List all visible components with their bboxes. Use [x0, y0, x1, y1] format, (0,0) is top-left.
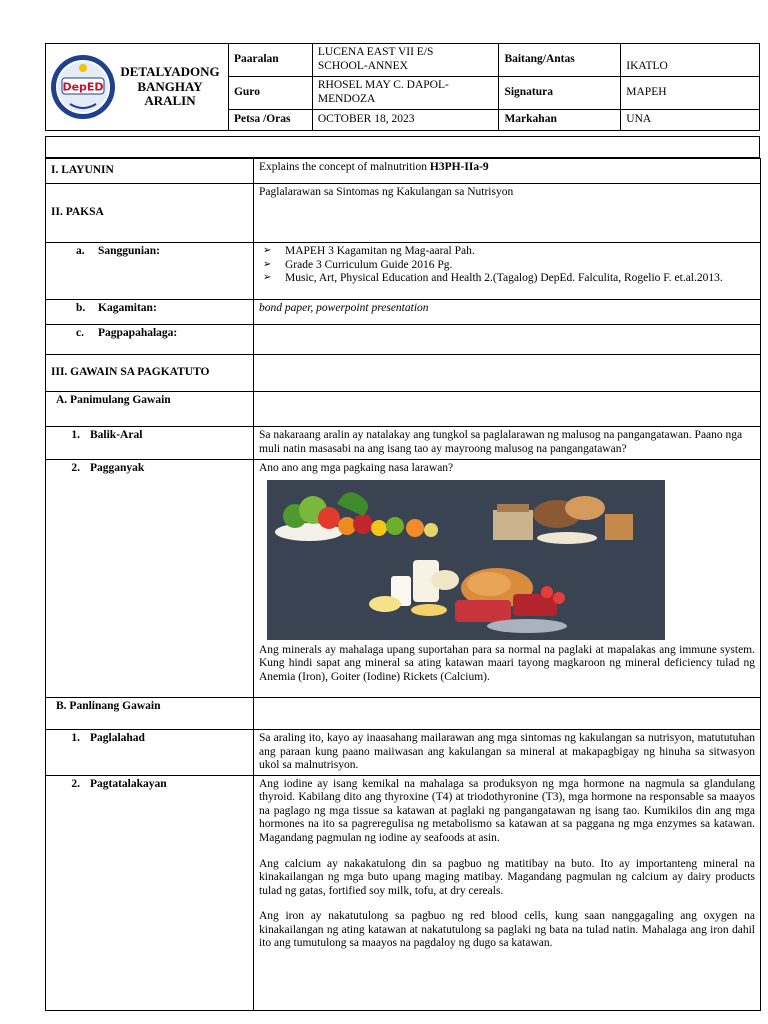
pagtatalakayan-cell — [254, 775, 761, 1010]
reference-item: ➢ Grade 3 Curriculum Guide 2016 Pg. — [263, 258, 453, 271]
pagpapahalaga-label: c. Pagpapahalaga: — [46, 325, 254, 355]
paragraph-calcium: Ang calcium ay nakakatulong din sa pagbuo ng matitibay na buto. Ito ay importanteng mineral na kinakailangan ng mga buto upang maging matibay. Magandang pagmulan ng calcium ay dairy products tulad ng gatas, fortified soy milk, tofu, at dry cereals. — [259, 857, 755, 897]
arrowhead-bullet-icon: ➢ — [263, 258, 272, 270]
balik-aral-text: Sa nakaraang aralin ay natalakay ang tungkol sa paglalarawan ng malusog na pangangatawan. Paano nga muli natin masasabi na ang isang tao ay mayroong malusog na pangangatawan? — [254, 427, 761, 460]
paragraph-iron: Ang iron ay nakatutulong sa pagbuo ng red blood cells, kung saan nanggagaling ang oxygen na kinakailangan ng ating katawan at nakatutulong sa paglaki ng bata na tulad natin. Mahalaga ang iron dahil ito ang tumutulong sa maayos na pagdaloy ng dugo sa katawan. — [259, 910, 755, 950]
pagganyak-label: 2. Pagganyak — [46, 460, 254, 698]
pagganyak-question: Ano ano ang mga pagkaing nasa larawan? — [259, 462, 454, 474]
baitang-label: Baitang/Antas — [499, 44, 621, 77]
panimulang-empty — [254, 392, 761, 427]
kagamitan-label: b. Kagamitan: — [46, 300, 254, 325]
food-illustration — [267, 480, 665, 640]
gawain-empty — [254, 355, 761, 392]
spacer-row — [45, 136, 760, 158]
markahan-label: Markahan — [499, 110, 621, 131]
deped-seal-icon — [50, 54, 116, 120]
balik-aral-label: 1. Balik-Aral — [46, 427, 254, 460]
document-title: DETALYADONG BANGHAY ARALIN — [120, 63, 220, 109]
title-cell — [46, 44, 229, 131]
sanggunian-label: a. Sanggunian: — [46, 243, 254, 300]
pagpapahalaga-text — [254, 325, 761, 355]
guro-label: Guro — [228, 77, 312, 110]
sanggunian-list — [254, 243, 761, 300]
petsa-value: OCTOBER 18, 2023 — [312, 110, 499, 131]
paglalahad-text: Sa araling ito, kayo ay inaasahang mailarawan ang mga sintomas ng kakulangan sa nutrisyon, matututuhan ang paraan kung paano maiiwasan ang kakulangan sa mineral at makapagbigay ng hinuha sa sitwasyon ukol sa malnutrisyon. — [254, 730, 761, 776]
markahan-value: UNA — [621, 110, 760, 131]
layunin-text: Explains the concept of malnutrition H3PH-IIa-9 — [254, 159, 761, 184]
arrowhead-bullet-icon: ➢ — [263, 245, 272, 256]
petsa-label: Petsa /Oras — [228, 110, 312, 131]
pagganyak-text: Ang minerals ay mahalaga upang suportahan para sa normal na paglaki at mapalakas ang immune system. Kung hindi sapat ang mineral sa ating katawan maari tayong magkaroon ng mineral deficiency tulad ng Anemia (Iron), Goiter (Iodine) Rickets (Calcium). — [259, 643, 755, 683]
layunin-label: I. LAYUNIN — [46, 159, 254, 184]
guro-value: RHOSEL MAY C. DAPOL- MENDOZA — [312, 77, 499, 110]
paksa-label: II. PAKSA — [46, 184, 254, 243]
reference-item: ➢ Music, Art, Physical Education and Health 2.(Tagalog) DepEd. Falculita, Rogelio F. et.al.2013. — [263, 272, 723, 285]
paragraph-iodine: Ang iodine ay isang kemikal na mahalaga sa produksyon ng mga hormone na nagmula sa glandulang thyroid. Kabilang dito ang thyroxine (T4) at triodothyronine (T3), mga hormone na responsable sa maayos na paglago ng mga tissue sa katawan at paglaki ng pangangatawan ng isang tao. Kumikilos din ang mga hormones na ito sa pagreregulisa ng metabolismo sa katawan at sa paggana ng mga enzymes sa katawan. Magandang pagmulan ng iodine ay seafoods at asin. — [259, 777, 755, 844]
baitang-value: IKATLO — [621, 44, 760, 77]
paksa-text: Paglalarawan sa Sintomas ng Kakulangan sa Nutrisyon — [254, 184, 761, 243]
arrowhead-bullet-icon: ➢ — [263, 272, 272, 284]
panimulang-label: A. Panimulang Gawain — [46, 392, 254, 427]
paaralan-value: LUCENA EAST VII E/S SCHOOL-ANNEX — [312, 44, 499, 77]
signatura-label: Signatura — [499, 77, 621, 110]
header-table — [45, 43, 760, 131]
reference-item: ➢ MAPEH 3 Kagamitan ng Mag-aaral Pah. — [263, 245, 475, 257]
food-groups-image — [267, 480, 665, 640]
signatura-value: MAPEH — [621, 77, 760, 110]
logo-text: DepED — [62, 80, 104, 94]
panlinang-label: B. Panlinang Gawain — [46, 698, 254, 730]
pagganyak-cell — [254, 460, 761, 698]
paglalahad-label: 1. Paglalahad — [46, 730, 254, 776]
paaralan-label: Paaralan — [228, 44, 312, 77]
gawain-label: III. GAWAIN SA PAGKATUTO — [46, 355, 254, 392]
lesson-plan-table — [45, 158, 761, 1011]
pagtatalakayan-label: 2. Pagtatalakayan — [46, 775, 254, 1010]
kagamitan-text: bond paper, powerpoint presentation — [254, 300, 761, 325]
panlinang-empty — [254, 698, 761, 730]
